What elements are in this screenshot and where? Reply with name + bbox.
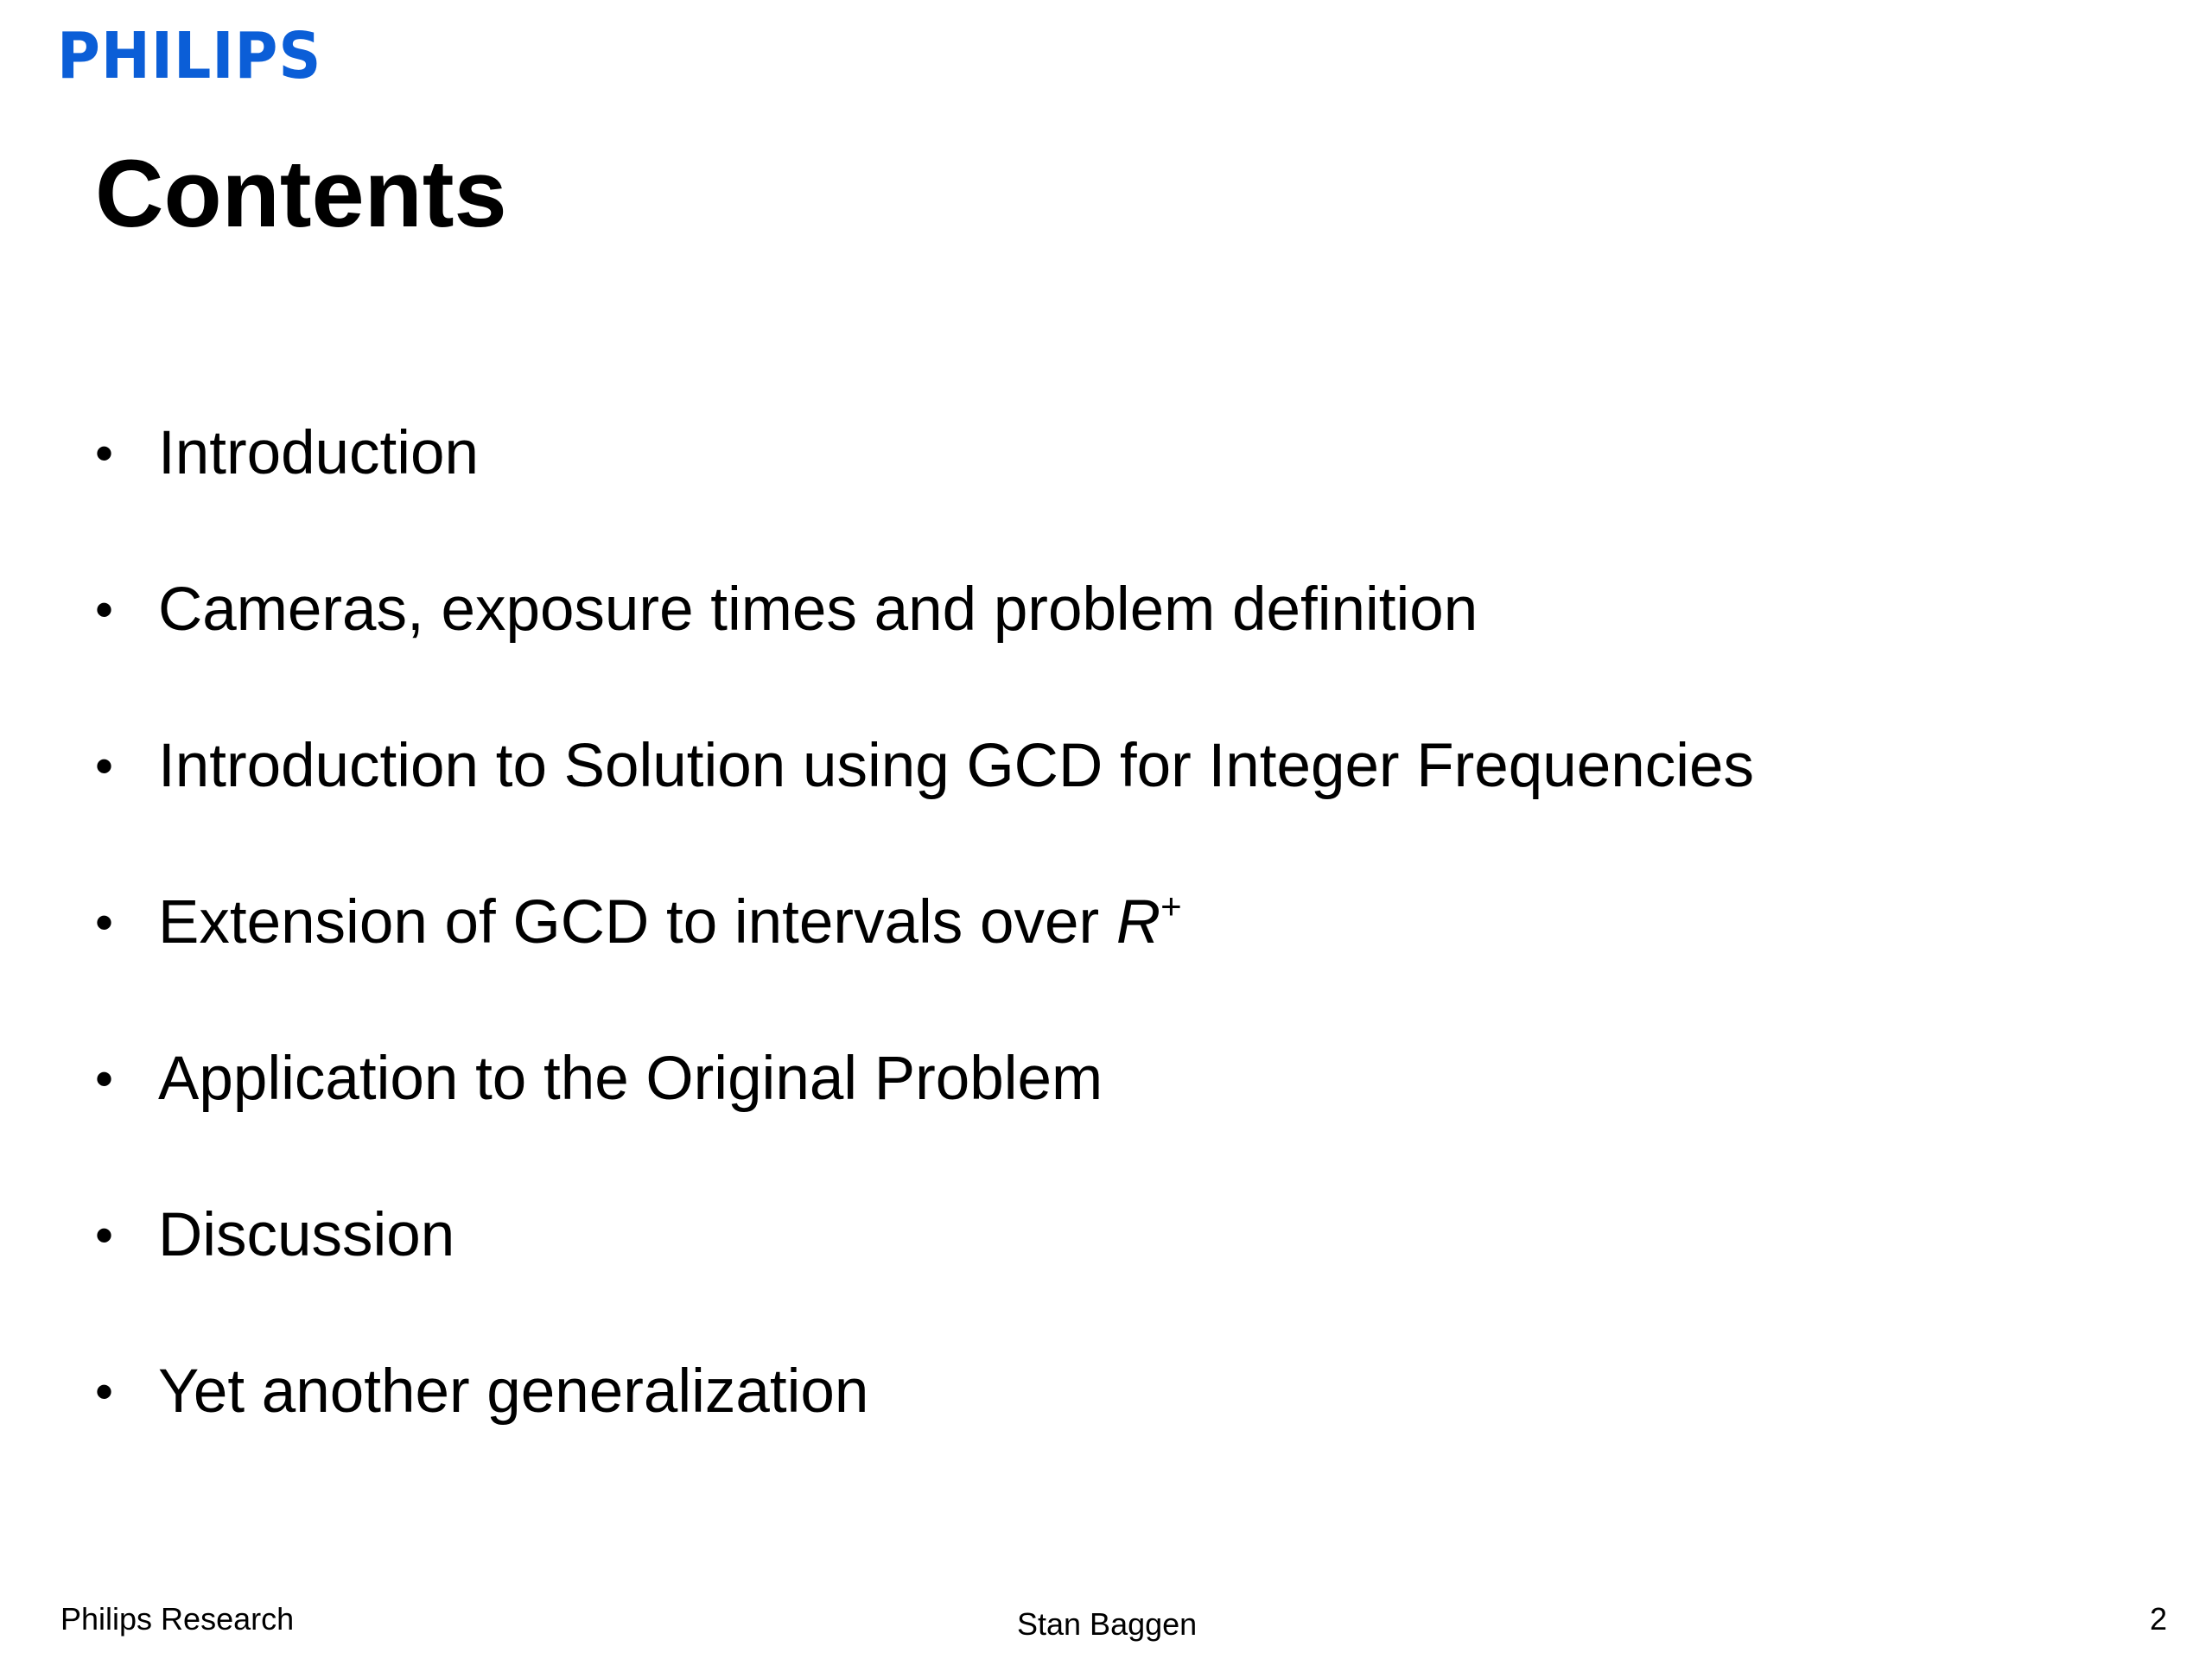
page-number: 2 bbox=[2150, 1601, 2168, 1637]
bullet-icon: • bbox=[95, 581, 114, 639]
bullet-icon: • bbox=[95, 424, 114, 482]
footer-organization: Philips Research bbox=[60, 1601, 295, 1637]
list-item-text: Discussion bbox=[158, 1201, 455, 1269]
bullet-icon: • bbox=[95, 893, 114, 951]
list-item-text: Yet another generalization bbox=[158, 1357, 869, 1426]
list-item-text: Introduction to Solution using GCD for Integer Frequencies bbox=[158, 732, 1755, 800]
list-item-text: Introduction bbox=[158, 419, 480, 487]
list-item-text-math bbox=[158, 875, 1182, 970]
list-item-text: Application to the Original Problem bbox=[158, 1045, 1103, 1113]
bullet-icon: • bbox=[95, 1363, 114, 1421]
philips-logo: PHILIPS bbox=[57, 19, 322, 93]
bullet-icon: • bbox=[95, 1206, 114, 1264]
slide-title: Contents bbox=[95, 141, 507, 247]
math-symbol-r: R bbox=[1116, 888, 1161, 957]
math-superscript: + bbox=[1160, 886, 1182, 926]
list-item-text: Cameras, exposure times and problem definition bbox=[158, 575, 1478, 644]
list-item-text: Extension of GCD to intervals over bbox=[158, 888, 1116, 957]
bullet-icon: • bbox=[95, 1050, 114, 1108]
footer-author: Stan Baggen bbox=[1017, 1606, 1198, 1642]
bullet-icon: • bbox=[95, 737, 114, 795]
